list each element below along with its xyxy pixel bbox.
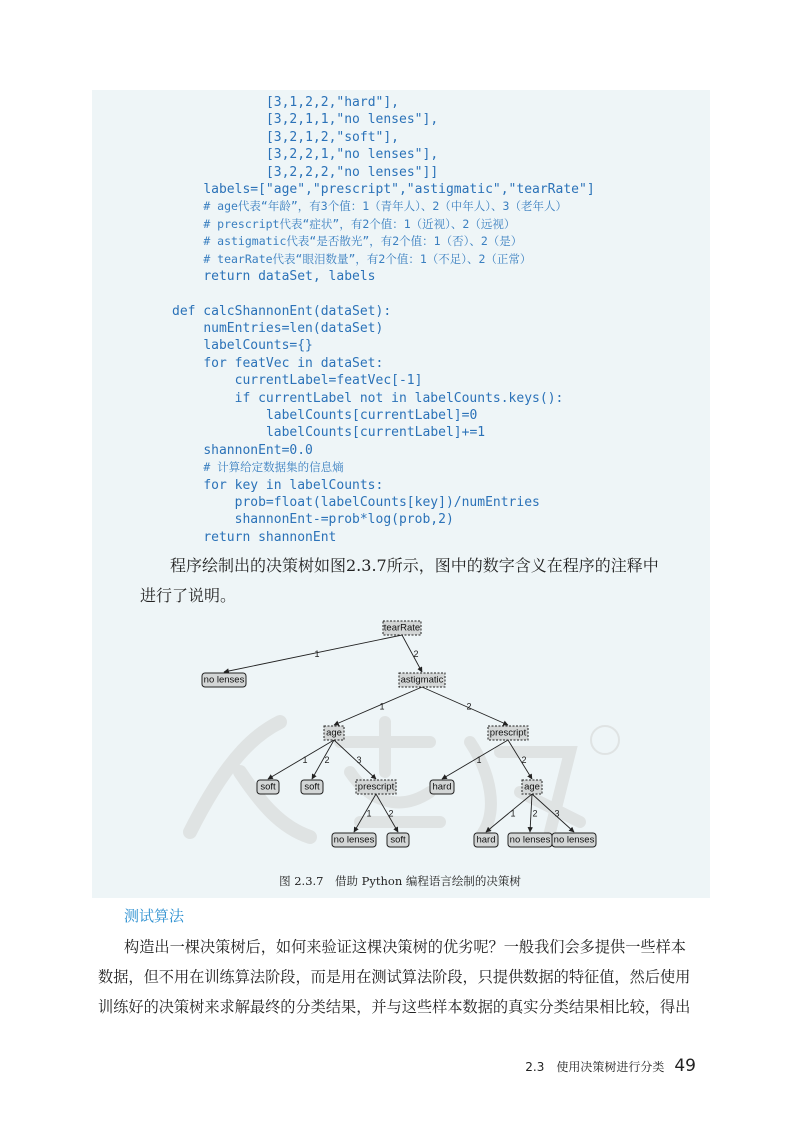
tree-node-label: soft [390, 834, 406, 846]
tree-node-label: age [326, 727, 342, 739]
code-line: return shannonEnt [203, 529, 337, 545]
tree-node-label: no lenses [203, 674, 245, 686]
tree-node-label: no lenses [333, 834, 375, 846]
tree-edge-label: 3 [554, 808, 560, 819]
tree-node-label: astigmatic [400, 674, 444, 686]
tree-node-label: age [524, 781, 540, 793]
tree-node-label: hard [432, 781, 452, 793]
code-comment-line: # prescript代表“症状”，有2个值：1（近视）、2（远视） [203, 216, 516, 231]
body-line: 训练好的决策树来求解最终的分类结果，并与这些样本数据的真实分类结果相比较，得出 [98, 998, 691, 1016]
tree-edge-label: 1 [366, 808, 372, 819]
tree-leaf-node [552, 833, 596, 847]
tree-leaf-node [474, 833, 498, 847]
footer-section: 2.3 使用决策树进行分类 [525, 1060, 665, 1074]
tree-decision-node [488, 726, 528, 740]
intro-line-2: 进行了说明。 [140, 586, 237, 605]
tree-edge [224, 635, 402, 672]
tree-edge-label: 2 [466, 701, 472, 712]
decision-tree-diagram [196, 612, 602, 856]
tree-edge-label: 2 [532, 808, 538, 819]
code-line: [3,2,1,2,"soft"], [265, 129, 400, 145]
tree-edge [532, 794, 574, 832]
code-line: labels=["age","prescript","astigmatic","tearRate"] [203, 181, 595, 197]
tree-decision-node [324, 726, 344, 740]
tree-node-label: hard [476, 834, 496, 846]
tree-leaf-node [301, 780, 323, 794]
tree-edge-label: 2 [324, 755, 330, 765]
code-line: [3,1,2,2,"hard"], [265, 95, 400, 110]
tree-edge-label: 2 [388, 808, 394, 819]
figure-caption [0, 873, 800, 889]
tree-leaf-node [332, 833, 376, 847]
tree-edge [508, 740, 532, 779]
tree-edge [442, 740, 508, 779]
tree-decision-node [522, 780, 542, 794]
code-line: if currentLabel not in labelCounts.keys(): [234, 390, 564, 406]
tree-leaf-node [508, 833, 552, 847]
code-line: for key in labelCounts: [203, 477, 384, 493]
code-comment-line: # 计算给定数据集的信息熵 [203, 460, 344, 475]
tree-edge-label: 1 [379, 701, 385, 712]
code-line: [3,2,2,2,"no lenses"]] [265, 164, 439, 180]
tree-node-label: soft [304, 781, 320, 793]
tree-edge [402, 635, 422, 672]
tree-leaf-node [257, 780, 279, 794]
code-line: prob=float(labelCounts[key])/numEntries [234, 494, 540, 510]
code-line: def calcShannonEnt(dataSet): [172, 303, 392, 319]
section-title: 测试算法 [124, 907, 185, 925]
tree-node-label: no lenses [509, 834, 551, 846]
code-line: labelCounts[currentLabel]=0 [265, 408, 478, 424]
code-block [92, 94, 595, 546]
tree-node-label: soft [260, 781, 276, 793]
code-line: return dataSet, labels [203, 268, 376, 284]
page-number: 49 [674, 1056, 696, 1076]
code-line: currentLabel=featVec[-1] [234, 373, 423, 389]
tree-edge-label: 1 [510, 808, 516, 819]
code-comment-line: # tearRate代表“眼泪数量”，有2个值：1（不足）、2（正常） [203, 251, 532, 266]
tree-edge [334, 740, 376, 779]
tree-node-label: prescript [357, 781, 395, 793]
code-line [92, 285, 595, 302]
body-line: 构造出一棵决策树后，如何来验证这棵决策树的优劣呢？一般我们会多提供一些样本 [124, 938, 686, 956]
code-line: labelCounts[currentLabel]+=1 [265, 425, 486, 441]
tree-edge [376, 794, 398, 832]
tree-edge [334, 687, 422, 725]
tree-edge-label: 1 [302, 755, 308, 765]
page-footer [525, 1056, 696, 1076]
tree-edge-label: 1 [314, 649, 320, 659]
tree-edge [312, 740, 334, 779]
tree-node-label: no lenses [553, 834, 595, 846]
code-comment-line: # age代表“年龄”，有3个值：1（青年人）、2（中年人）、3（老年人） [203, 199, 567, 214]
code-line: shannonEnt=0.0 [203, 442, 313, 458]
tree-decision-node [356, 780, 396, 794]
tree-decision-node [383, 621, 421, 635]
tree-leaf-node [202, 673, 246, 687]
code-line: [3,2,1,1,"no lenses"], [265, 112, 439, 128]
body-line: 数据，但不用在训练算法阶段，而是用在测试算法阶段，只提供数据的特征值，然后使用 [98, 968, 691, 986]
tree-node-label: prescript [489, 727, 527, 739]
tree-edge-label: 2 [413, 649, 419, 659]
caption-number: 图 2.3.7 [279, 874, 324, 888]
body-paragraph [98, 932, 712, 1022]
tree-edge-label: 2 [521, 755, 527, 765]
caption-text: 借助 Python 编程语言绘制的决策树 [335, 874, 521, 888]
tree-edge [486, 794, 532, 832]
tree-decision-node [399, 673, 445, 687]
intro-line-1: 程序绘制出的决策树如图2.3.7所示，图中的数字含义在程序的注释中 [170, 556, 659, 575]
code-line: [3,2,2,1,"no lenses"], [265, 147, 439, 163]
tree-leaf-node [387, 833, 409, 847]
tree-edge [422, 687, 508, 725]
code-line: labelCounts={} [203, 338, 313, 354]
code-line: numEntries=len(dataSet) [203, 321, 384, 337]
code-line: for featVec in dataSet: [203, 355, 384, 371]
tree-edge-label: 3 [356, 755, 362, 765]
code-line: shannonEnt-=prob*log(prob,2) [234, 512, 454, 528]
tree-edge [354, 794, 376, 832]
tree-leaf-node [430, 780, 454, 794]
code-comment-line: # astigmatic代表“是否散光”，有2个值：1（否）、2（是） [203, 234, 523, 249]
tree-node-label: tearRate [383, 622, 421, 634]
tree-edge-label: 1 [476, 755, 482, 765]
